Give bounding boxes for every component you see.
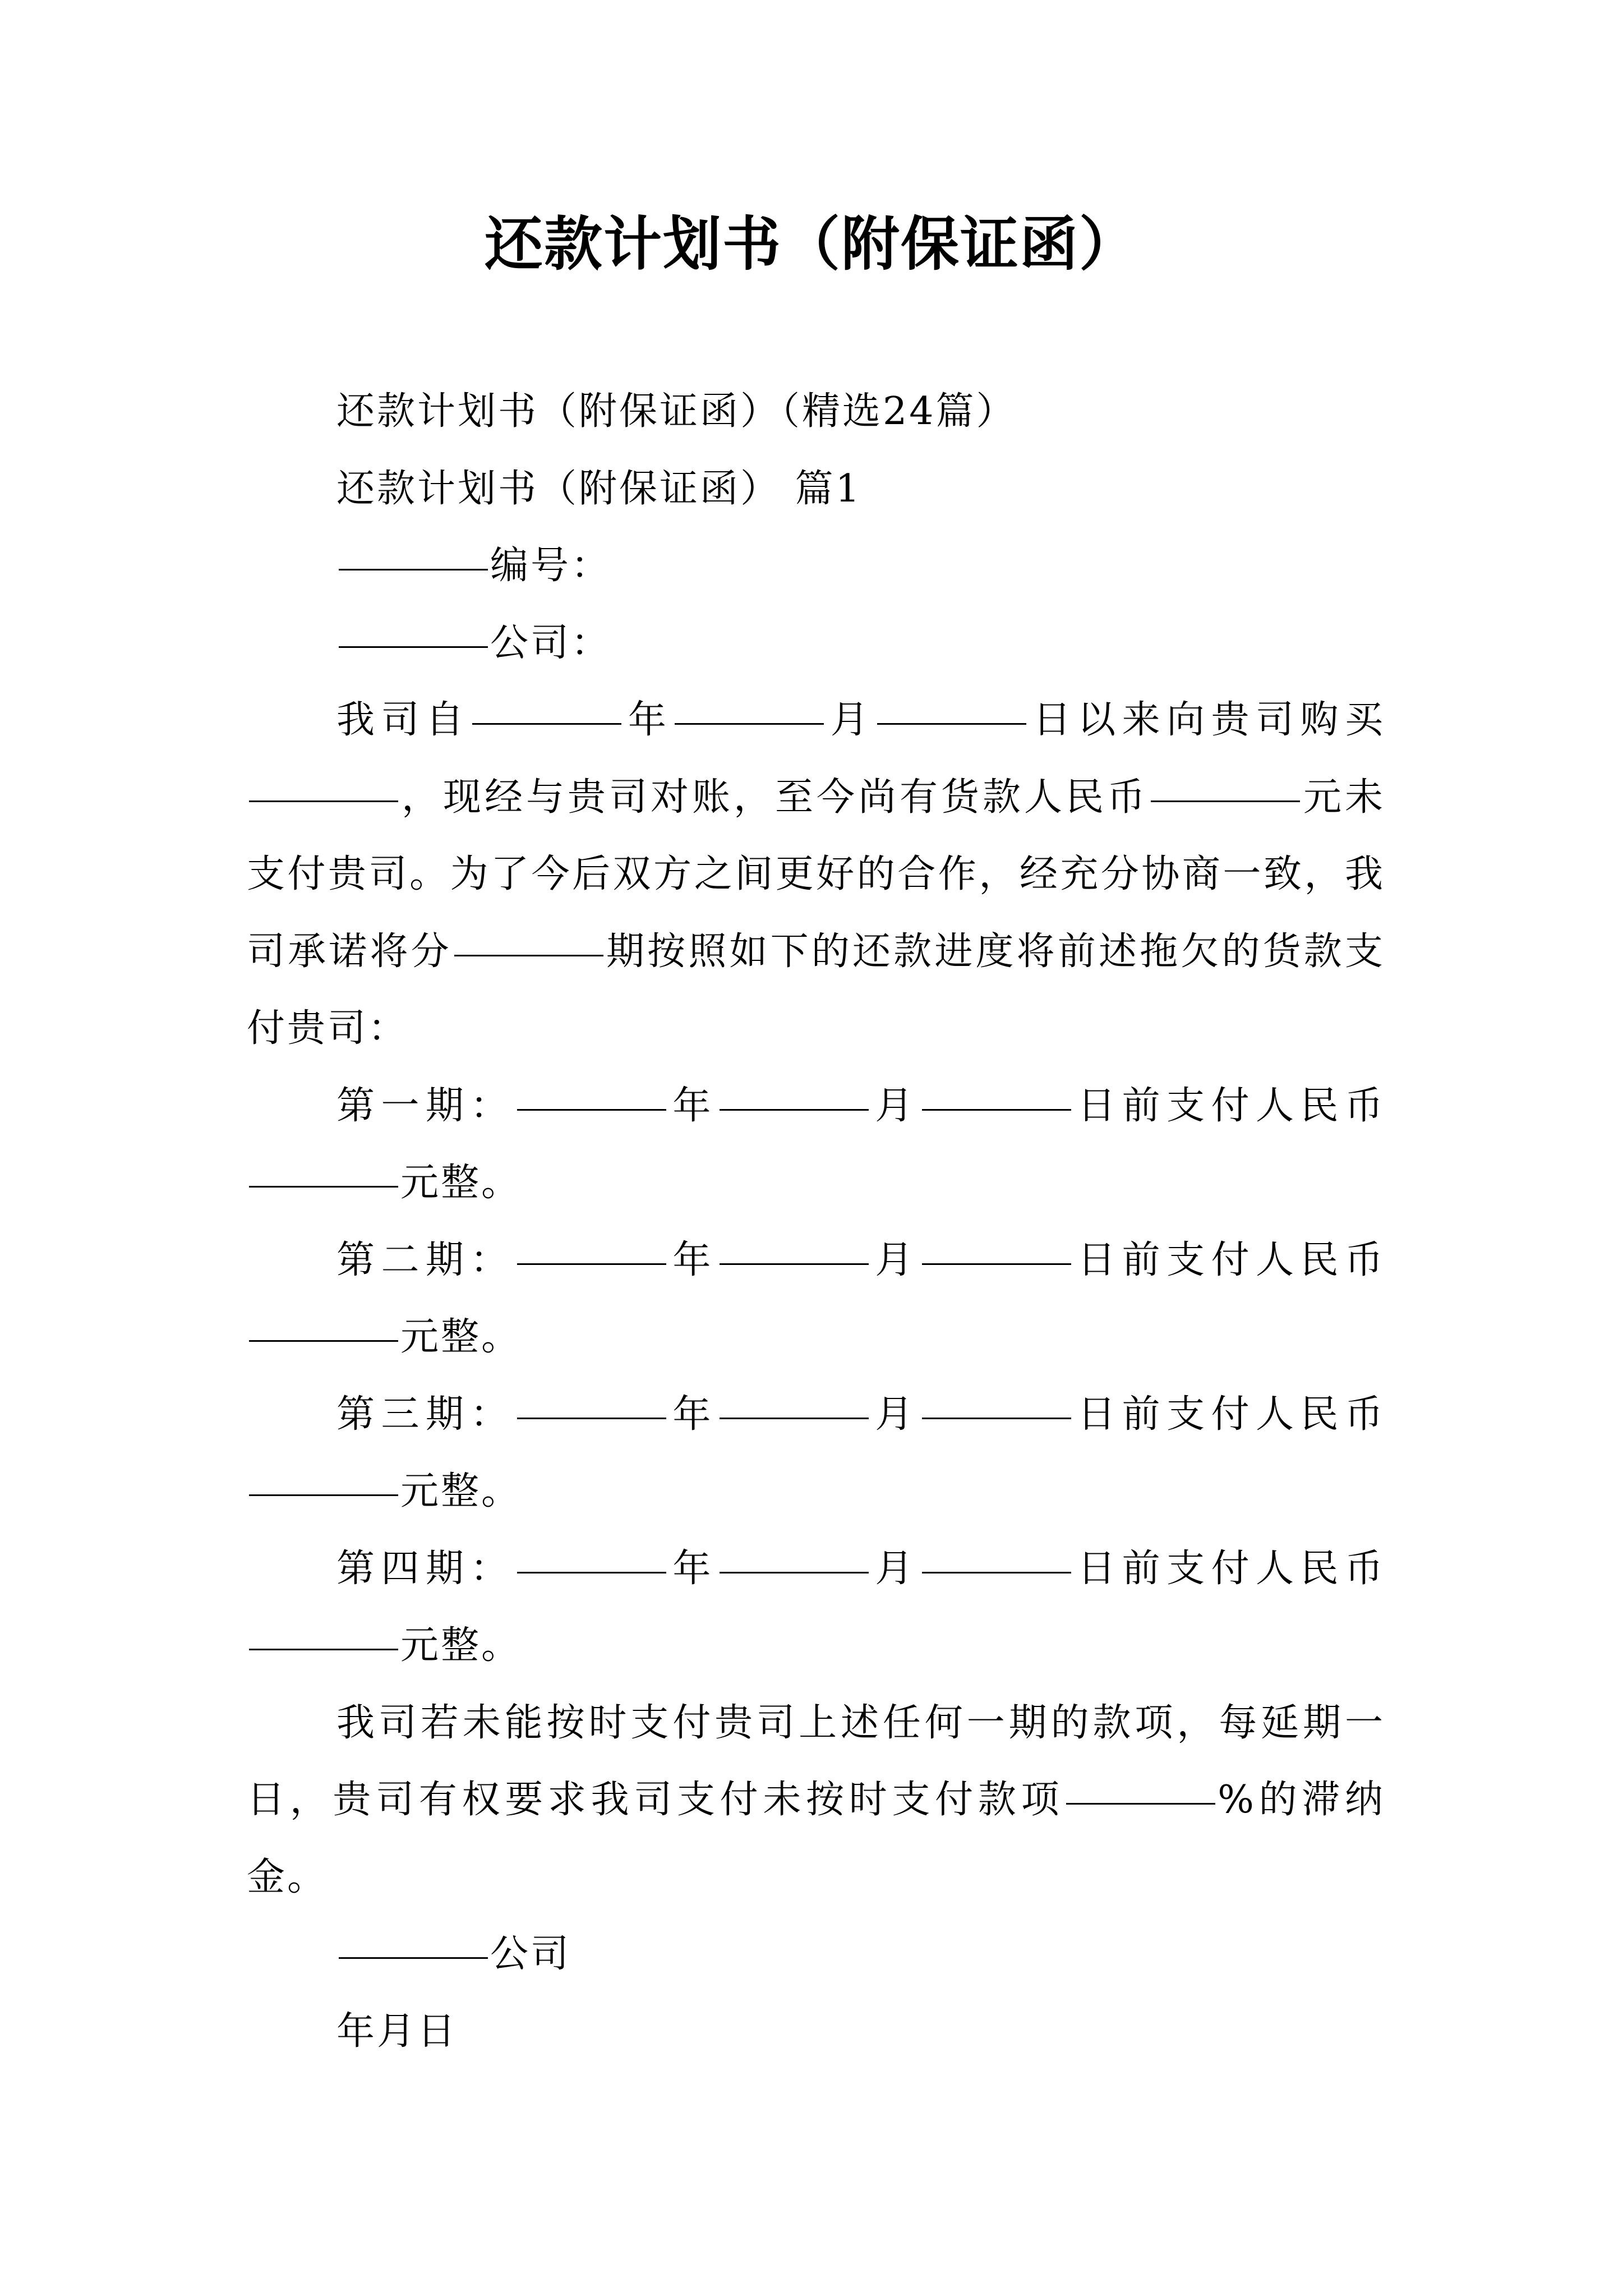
para1-text-4: 日以来向贵司购买 — [1029, 698, 1385, 742]
para1-text-7: 期按照如下的还款进度将前述拖欠的货款支付贵司： — [247, 929, 1385, 1051]
period-day-text: 日前支付人民币 — [1073, 1083, 1385, 1128]
blank-underline — [249, 800, 398, 802]
blank-underline — [922, 1263, 1071, 1265]
blank-underline — [720, 1571, 869, 1573]
blank-underline — [517, 1417, 666, 1419]
signature-company: 公司 — [490, 1932, 571, 1976]
blank-underline — [454, 954, 603, 956]
para1-text-6: 元未支付贵司。为了今后双方之间更好的合作，经充分协商一致，我司承诺将分 — [247, 775, 1385, 974]
blank-underline — [922, 1417, 1071, 1419]
number-line — [247, 527, 1385, 605]
period-2 — [247, 1222, 1385, 1376]
period-end: 元整。 — [400, 1161, 522, 1205]
para1-text-3: 月 — [826, 698, 875, 742]
company-label: 公司： — [490, 620, 612, 665]
period-end: 元整。 — [400, 1315, 522, 1359]
period-year: 年 — [668, 1546, 717, 1591]
period-end: 元整。 — [400, 1623, 522, 1668]
number-label: 编号： — [490, 544, 612, 588]
paragraph-purchase — [247, 682, 1385, 1068]
blank-underline — [720, 1417, 869, 1419]
blank-underline — [249, 1648, 398, 1650]
paragraph-late-fee — [247, 1685, 1385, 1916]
blank-underline — [720, 1263, 869, 1265]
period-day-text: 日前支付人民币 — [1073, 1392, 1385, 1437]
period-3 — [247, 1376, 1385, 1530]
document-body — [247, 373, 1385, 2070]
blank-underline — [339, 568, 488, 570]
blank-underline — [517, 1571, 666, 1573]
company-line — [247, 605, 1385, 682]
period-month: 月 — [870, 1083, 920, 1128]
late-text-2: %的滞纳金。 — [247, 1778, 1385, 1899]
blank-underline — [922, 1108, 1071, 1111]
period-label: 第一期： — [336, 1083, 515, 1128]
blank-underline — [517, 1108, 666, 1111]
blank-underline — [675, 723, 824, 725]
document-title: 还款计划书（附保证函） — [484, 209, 1138, 278]
blank-underline — [339, 1957, 488, 1959]
period-label: 第三期： — [336, 1392, 515, 1437]
blank-underline — [339, 646, 488, 648]
signature-company-line — [247, 1916, 1385, 1993]
blank-underline — [249, 1494, 398, 1496]
blank-underline — [1066, 1802, 1215, 1805]
period-year: 年 — [668, 1392, 717, 1437]
period-year: 年 — [668, 1237, 717, 1282]
period-4 — [247, 1530, 1385, 1685]
blank-underline — [249, 1340, 398, 1342]
period-label: 第二期： — [336, 1237, 515, 1282]
subtitle-text: 还款计划书（附保证函）（精选24篇） — [336, 389, 1017, 434]
section-heading — [247, 450, 1385, 528]
para1-text-2: 年 — [624, 698, 673, 742]
para1-text-5: ，现经与贵司对账，至今尚有货款人民币 — [400, 775, 1149, 820]
period-day-text: 日前支付人民币 — [1073, 1237, 1385, 1282]
period-month: 月 — [870, 1546, 920, 1591]
para1-text-1: 我司自 — [336, 698, 471, 742]
subtitle-line — [247, 373, 1385, 450]
period-end: 元整。 — [400, 1469, 522, 1513]
blank-underline — [1151, 800, 1300, 802]
blank-underline — [249, 1185, 398, 1188]
period-year: 年 — [668, 1083, 717, 1128]
period-label: 第四期： — [336, 1546, 515, 1591]
period-day-text: 日前支付人民币 — [1073, 1546, 1385, 1591]
period-1 — [247, 1068, 1385, 1222]
late-text-1: 我司若未能按时支付贵司上述任何一期的款项，每延期一日，贵司有权要求我司支付未按时支付款项 — [247, 1700, 1385, 1822]
blank-underline — [877, 723, 1026, 725]
section-text: 还款计划书（附保证函） 篇1 — [336, 466, 862, 511]
date-text: 年月日 — [336, 2009, 458, 2054]
blank-underline — [472, 723, 621, 725]
period-month: 月 — [870, 1392, 920, 1437]
period-month: 月 — [870, 1237, 920, 1282]
blank-underline — [720, 1108, 869, 1111]
blank-underline — [922, 1571, 1071, 1573]
date-line — [247, 1993, 1385, 2070]
blank-underline — [517, 1263, 666, 1265]
